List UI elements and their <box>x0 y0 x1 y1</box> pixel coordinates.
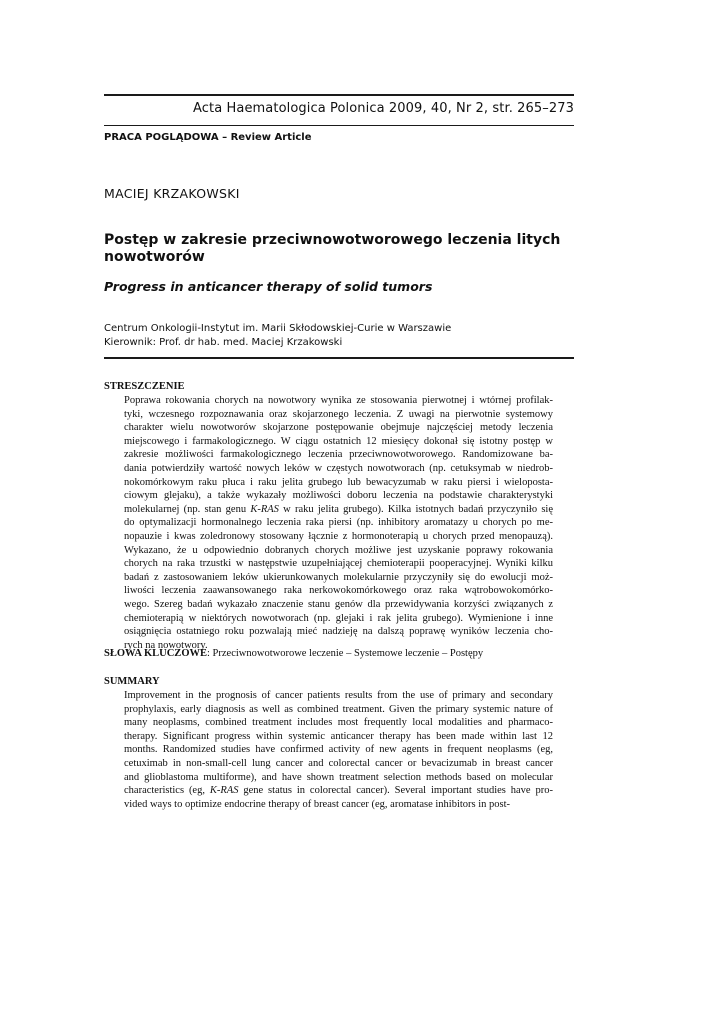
affiliation-rule <box>104 357 574 359</box>
journal-citation: Acta Haematologica Polonica 2009, 40, Nr 2, str. 265–273 <box>193 101 574 116</box>
abstract-line: dania potwierdziły wartość nowych leków w częstych nowotworach (np. cetuksymab w niedrob- <box>124 462 553 474</box>
keywords-text: : Przeciwnowotworowe leczenie – Systemowe leczenie – Postępy <box>207 648 484 659</box>
abstract-line: Poprawa rokowania chorych na nowotwory wynika ze stosowania pierwotnej i wtórnej profilak- <box>124 395 553 406</box>
abstract-line: osiągnięcia ostatniego roku pozwalają mieć nadzieję na dalszą poprawę wyników leczenia cho- <box>124 626 553 638</box>
abstract-line: vided ways to optimize endocrine therapy of breast cancer (eg, aromatase inhibitors in post- <box>124 798 511 810</box>
streszczenie-heading: STRESZCZENIE <box>104 381 185 392</box>
abstract-line: liwości leczenia zaawansowanego raka nerkowokomórkowego oraz raka wątrobowokomórko- <box>124 585 553 597</box>
abstract-line: rych na nowotwory. <box>124 639 208 651</box>
keywords-line <box>104 648 483 659</box>
abstract-line: Wykazano, że u odpowiednio dobranych chorych możliwe jest uzyskanie poprawy rokowania <box>124 544 553 556</box>
abstract-line: cetuximab in non-small-cell lung cancer and colorectal cancer or bevacizumab in breast cancer <box>124 757 553 769</box>
abstract-line: miejscowego i farmakologicznego. W ciągu ostatnich 12 miesięcy dokonał się istotny postęp w <box>124 435 553 447</box>
title-polish: Postęp w zakresie przeciwnowotworowego leczenia litych nowotworów <box>104 232 561 265</box>
abstract-line: nokomórkowym raku płuca i raku jelita grubego lub bewacyzumab w raku piersi i wielopostа- <box>124 476 553 488</box>
keywords-label: SŁOWA KLUCZOWE <box>104 648 207 659</box>
abstract-line: chorych na raka trzustki w następstwie uzupełniającej chemioterapii pooperacyjnej. Wyniki kilku <box>124 558 553 570</box>
abstract-line: charakter wielu nowotworów skojarzone postępowanie obejmuje najczęściej metody leczenia <box>124 422 553 434</box>
summary-body <box>124 689 553 811</box>
abstract-line: nopauzie i kwas zoledronowy stosowany łącznie z hormonoterapią u chorych przed menopauzą). <box>124 530 553 542</box>
abstract-line: zakresie możliwości farmakologicznego leczenia przeciwnowotworowego. Randomizowane ba- <box>124 449 553 461</box>
abstract-line: and glioblastoma multiforme), and have shown treatment selection methods based on molecular <box>124 771 553 783</box>
abstract-line: therapy. Significant progress within systemic anticancer therapy has been made within last 12 <box>124 730 553 742</box>
title-english: Progress in anticancer therapy of solid tumors <box>104 279 433 294</box>
abstract-line: many neoplasms, combined treatment includes most frequently local modalities and pharmaco- <box>124 717 553 729</box>
abstract-line: tyki, wczesnego rozpoznawania oraz skojarzonego leczenia. Z uwagi na pierwotnie systemowy <box>124 408 553 420</box>
affiliation-head: Kierownik: Prof. dr hab. med. Maciej Krzakowski <box>104 336 343 348</box>
abstract-line: prophylaxis, early diagnosis as well as combined treatment. Given the primary systemic nature of <box>124 703 553 715</box>
author-name: MACIEJ KRZAKOWSKI <box>104 186 240 201</box>
streszczenie-body <box>124 394 553 652</box>
abstract-line: months. Randomized studies have confirmed activity of new agents in frequent neoplasms (eg, <box>124 744 553 756</box>
summary-heading: SUMMARY <box>104 676 160 687</box>
header-rule <box>104 125 574 126</box>
abstract-line: molekularnej (np. stan genu K-RAS w raku jelita grubego). Kilka istotnych badań przyczyniło się <box>124 503 553 515</box>
abstract-line: do optymalizacji hormonalnego leczenia raka piersi (np. inhibitory aromatazy u chorych po me- <box>124 517 553 529</box>
abstract-line: wego. Szereg badań wykazało znaczenie stanu genów dla przewidywania korzyści związanych z <box>124 598 553 610</box>
abstract-line: badań z zastosowaniem leków ukierunkowanych molekularnie przyczyniły się do ewolucji moż- <box>124 571 553 583</box>
top-rule <box>104 94 574 96</box>
abstract-line: Improvement in the prognosis of cancer patients results from the use of primary and secondary <box>124 690 553 701</box>
abstract-line: ciowym glejaku), a także wykazały możliwości doboru leczenia na podstawie charakterystyki <box>124 490 553 502</box>
affiliation <box>104 322 451 349</box>
abstract-line: chemioterapią w niektórych nowotworach (np. glejaki i rak jelita grubego). Wymienione i inne <box>124 612 553 624</box>
abstract-line: characteristics (eg, K-RAS gene status in colorectal cancer). Several important studies have pro- <box>124 785 553 797</box>
affiliation-institution: Centrum Onkologii-Instytut im. Marii Skłodowskiej-Curie w Warszawie <box>104 323 452 334</box>
article-type: PRACA POGLĄDOWA – Review Article <box>104 132 312 143</box>
